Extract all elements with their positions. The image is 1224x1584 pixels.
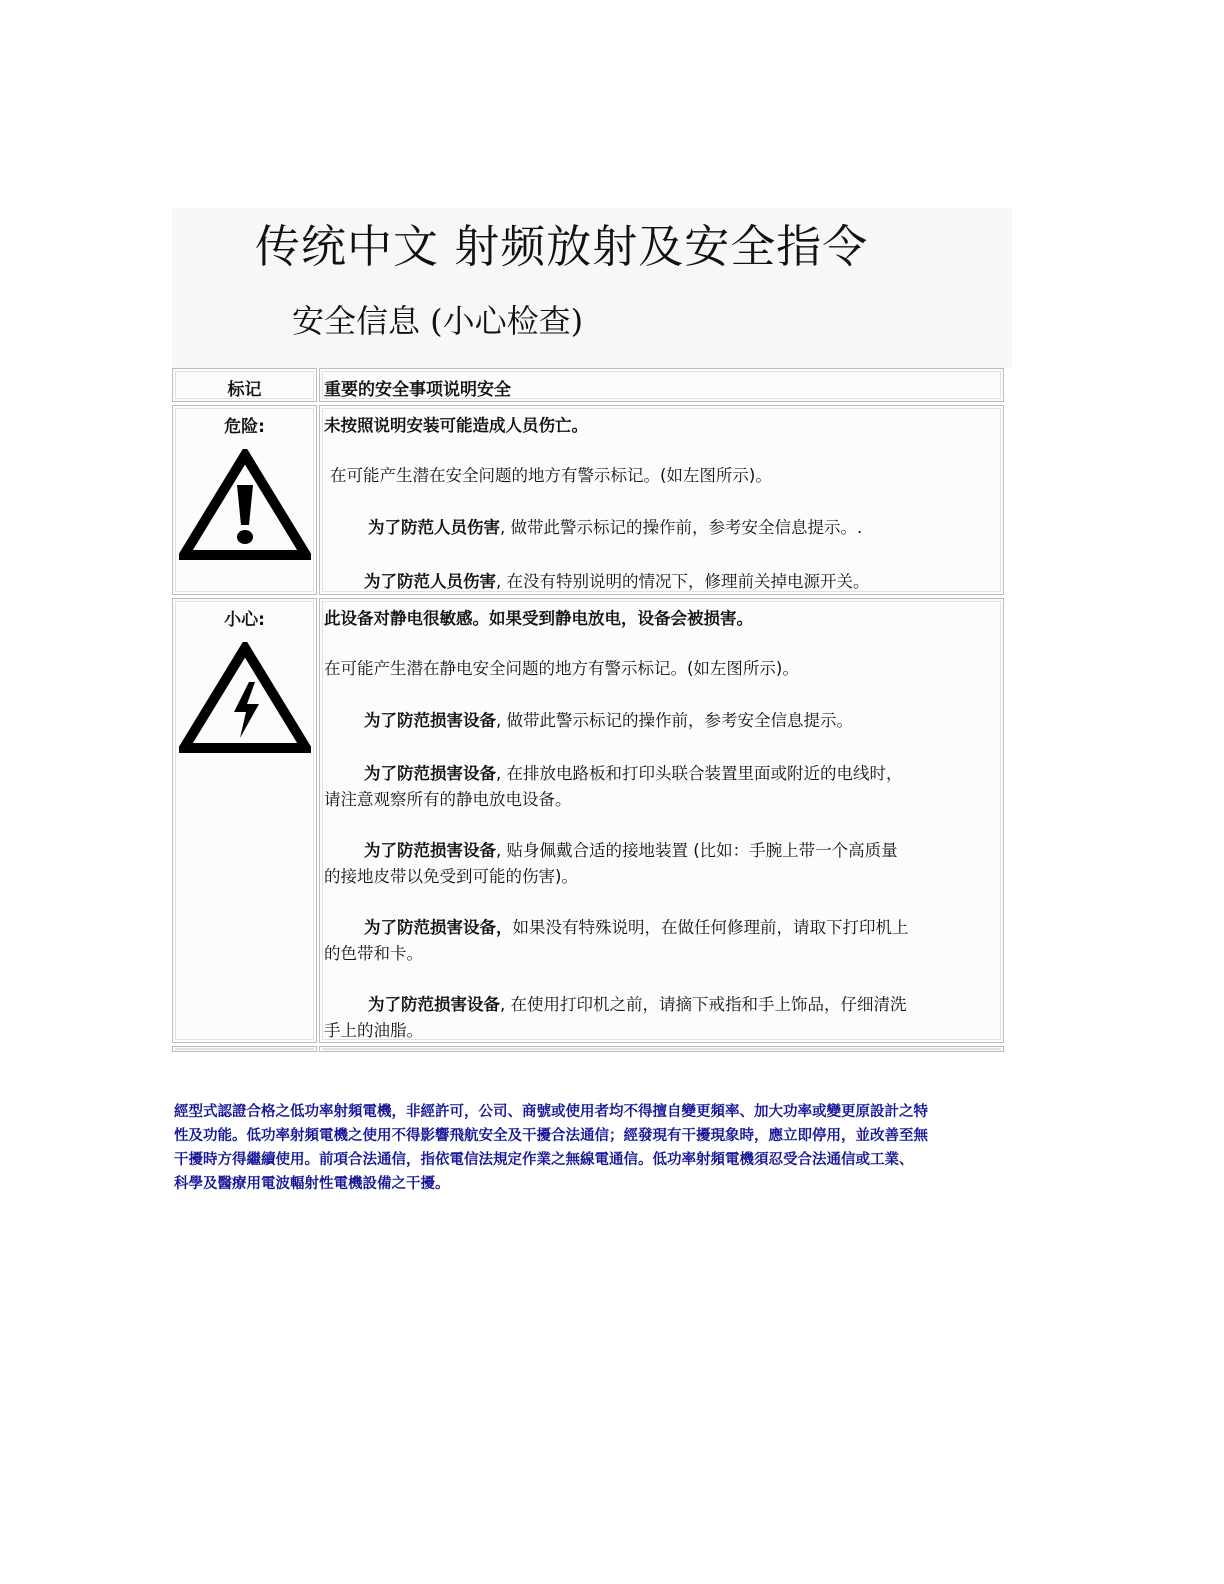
page-subtitle: 安全信息 (小心检查) [292, 302, 584, 340]
caution-label: 小心: [224, 610, 265, 630]
danger-headline: 未按照说明安装可能造成人员伤亡。 [324, 416, 588, 435]
caution-note: 在可能产生潜在静电安全问题的地方有警示标记。(如左图所示)。 [324, 659, 799, 678]
caution-item: 为了防范损害设备, 贴身佩戴合适的接地装置 (比如：手腕上带一个高质量 [364, 841, 898, 860]
caution-symbol-cell [172, 598, 317, 1043]
column-header-description: 重要的安全事项说明安全 [319, 368, 1004, 402]
notice-line: 經型式認證合格之低功率射頻電機，非經許可，公司、商號或使用者均不得擅自變更頻率、加大功率或變更原設計之特 [174, 1104, 928, 1120]
table-header-row [172, 368, 1004, 402]
caution-item-continuation: 手上的油脂。 [324, 1021, 423, 1040]
table-bottom-strip [172, 1046, 1004, 1052]
caution-item-continuation: 请注意观察所有的静电放电设备。 [324, 790, 572, 809]
table-row-danger [172, 405, 1004, 595]
column-header-symbol: 标记 [172, 368, 317, 402]
regulatory-notice [174, 1100, 1092, 1196]
caution-description-cell [319, 598, 1004, 1043]
notice-line: 科學及醫療用電波輻射性電機設備之干擾。 [174, 1176, 450, 1192]
danger-note: 在可能产生潜在安全问题的地方有警示标记。(如左图所示)。 [330, 466, 772, 485]
caution-item-continuation: 的接地皮带以免受到可能的伤害)。 [324, 867, 578, 886]
notice-line: 性及功能。低功率射頻電機之使用不得影響飛航安全及干擾合法通信；經發現有干擾現象時，應立即停用，並改善至無 [174, 1128, 928, 1144]
lightning-warning-triangle-icon [179, 642, 311, 754]
notice-line: 干擾時方得繼續使用。前項合法通信，指依電信法規定作業之無線電通信。低功率射頻電機須忍受合法通信或工業、 [174, 1152, 914, 1168]
caution-item: 为了防范损害设备, 在排放电路板和打印头联合装置里面或附近的电线时， [364, 764, 903, 783]
danger-description-cell [319, 405, 1004, 595]
table-row-caution [172, 598, 1004, 1043]
caution-item-continuation: 的色带和卡。 [324, 944, 423, 963]
danger-item: 为了防范人员伤害, 在没有特别说明的情况下，修理前关掉电源开关。 [364, 572, 870, 591]
caution-item: 为了防范损害设备, 在使用打印机之前，请摘下戒指和手上饰品，仔细清洗 [368, 995, 907, 1014]
caution-headline: 此设备对静电很敏感。如果受到静电放电，设备会被损害。 [324, 609, 753, 628]
caution-item: 为了防范损害设备，如果没有特殊说明，在做任何修理前，请取下打印机上 [364, 918, 909, 937]
caution-item: 为了防范损害设备, 做带此警示标记的操作前，参考安全信息提示。 [364, 711, 853, 730]
empty-cell [319, 1046, 1004, 1052]
danger-item: 为了防范人员伤害, 做带此警示标记的操作前，参考安全信息提示。. [368, 518, 863, 537]
safety-table [172, 368, 1004, 1052]
danger-symbol-cell [172, 405, 317, 595]
exclamation-warning-triangle-icon [179, 449, 311, 561]
danger-label: 危险: [224, 417, 265, 437]
page-title: 传统中文 射频放射及安全指令 [255, 220, 869, 273]
empty-cell [172, 1046, 317, 1052]
